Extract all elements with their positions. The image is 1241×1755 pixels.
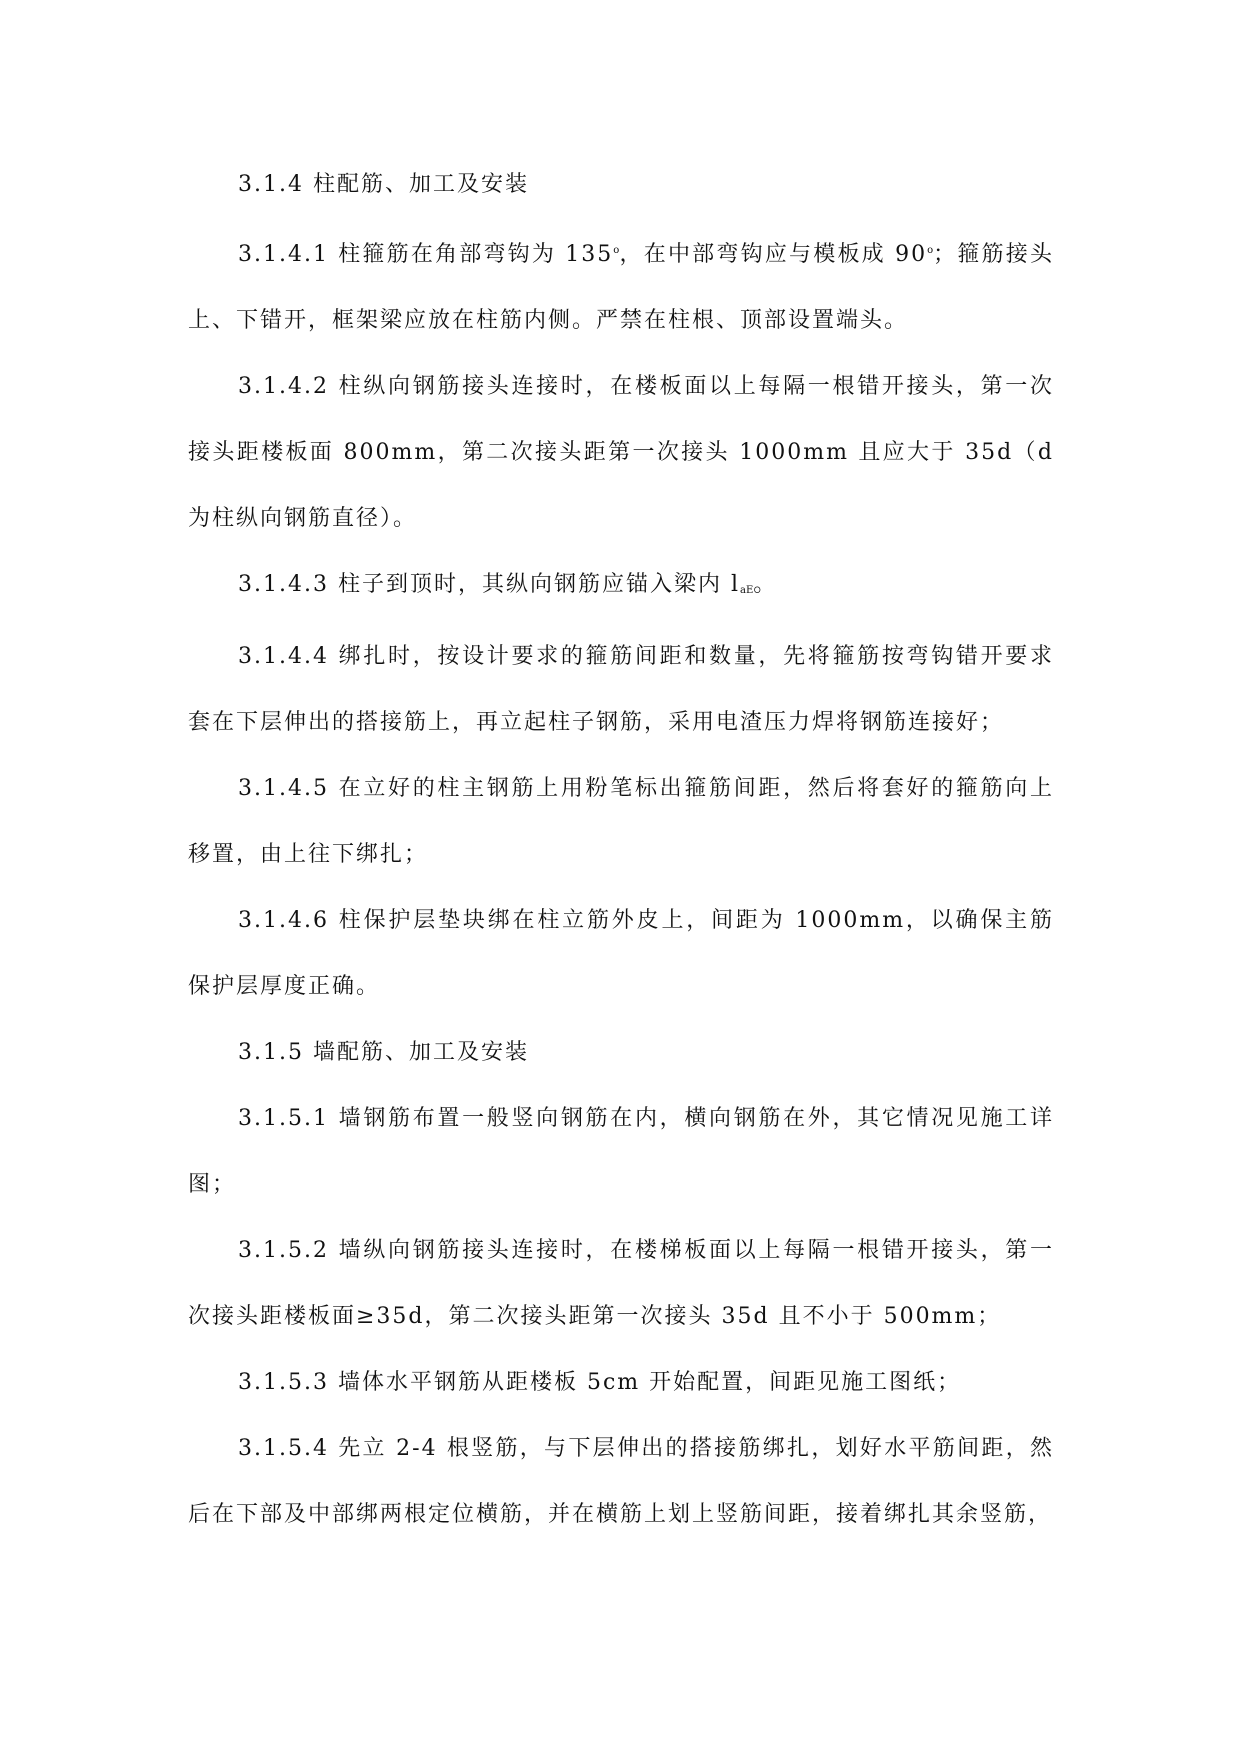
- paragraph-text: 3.1.4.1 柱箍筋在角部弯钩为 135: [238, 242, 614, 267]
- subscript-ae: aE: [740, 585, 754, 596]
- paragraph-text: 3.1.4.3 柱子到顶时，其纵向钢筋应锚入梁内 l: [238, 572, 740, 597]
- paragraph-3-1-5-2: 3.1.5.2 墙纵向钢筋接头连接时，在楼梯板面以上每隔一根错开接头，第一次接头距楼板面≥35d，第二次接头距第一次接头 35d 且不小于 500mm；: [188, 1238, 1054, 1329]
- paragraph-3-1-4-3: [188, 552, 1054, 624]
- section-heading-3-1-5: 3.1.5 墙配筋、加工及安装: [238, 1040, 529, 1065]
- paragraph-3-1-5-1: 3.1.5.1 墙钢筋布置一般竖向钢筋在内，横向钢筋在外，其它情况见施工详图；: [188, 1106, 1054, 1197]
- document-body: [188, 152, 1054, 1548]
- paragraph-3-1-4-2: 3.1.4.2 柱纵向钢筋接头连接时，在楼板面以上每隔一根错开接头，第一次接头距楼板面 800mm，第二次接头距第一次接头 1000mm 且应大于 35d（d 为柱纵向钢筋直径）。: [188, 374, 1054, 531]
- paragraph-3-1-5-3: 3.1.5.3 墙体水平钢筋从距楼板 5cm 开始配置，间距见施工图纸；: [238, 1370, 962, 1395]
- paragraph-text: ，在中部弯钩应与模板成 90: [619, 242, 928, 267]
- paragraph-3-1-5-4: 3.1.5.4 先立 2-4 根竖筋，与下层伸出的搭接筋绑扎，划好水平筋间距，然后在下部及中部绑两根定位横筋，并在横筋上划上竖筋间距，接着绑扎其余竖筋，: [188, 1436, 1054, 1527]
- paragraph-3-1-4-4: 3.1.4.4 绑扎时，按设计要求的箍筋间距和数量，先将箍筋按弯钩错开要求套在下层伸出的搭接筋上，再立起柱子钢筋，采用电渣压力焊将钢筋连接好；: [188, 644, 1054, 735]
- paragraph-text: 。: [753, 572, 778, 597]
- section-heading-3-1-4: 3.1.4 柱配筋、加工及安装: [238, 172, 529, 197]
- paragraph-3-1-4-5: 3.1.4.5 在立好的柱主钢筋上用粉笔标出箍筋间距，然后将套好的箍筋向上移置，由上往下绑扎；: [188, 776, 1054, 867]
- degree-mark: o: [927, 245, 934, 256]
- paragraph-text: ；箍筋接头上、下错开，框架梁应放在柱筋内侧。严禁在柱根、顶部设置端头。: [188, 242, 1054, 333]
- paragraph-3-1-4-1: [188, 218, 1054, 354]
- paragraph-3-1-4-6: 3.1.4.6 柱保护层垫块绑在柱立筋外皮上，间距为 1000mm，以确保主筋保护层厚度正确。: [188, 908, 1054, 999]
- degree-mark: o: [613, 245, 620, 256]
